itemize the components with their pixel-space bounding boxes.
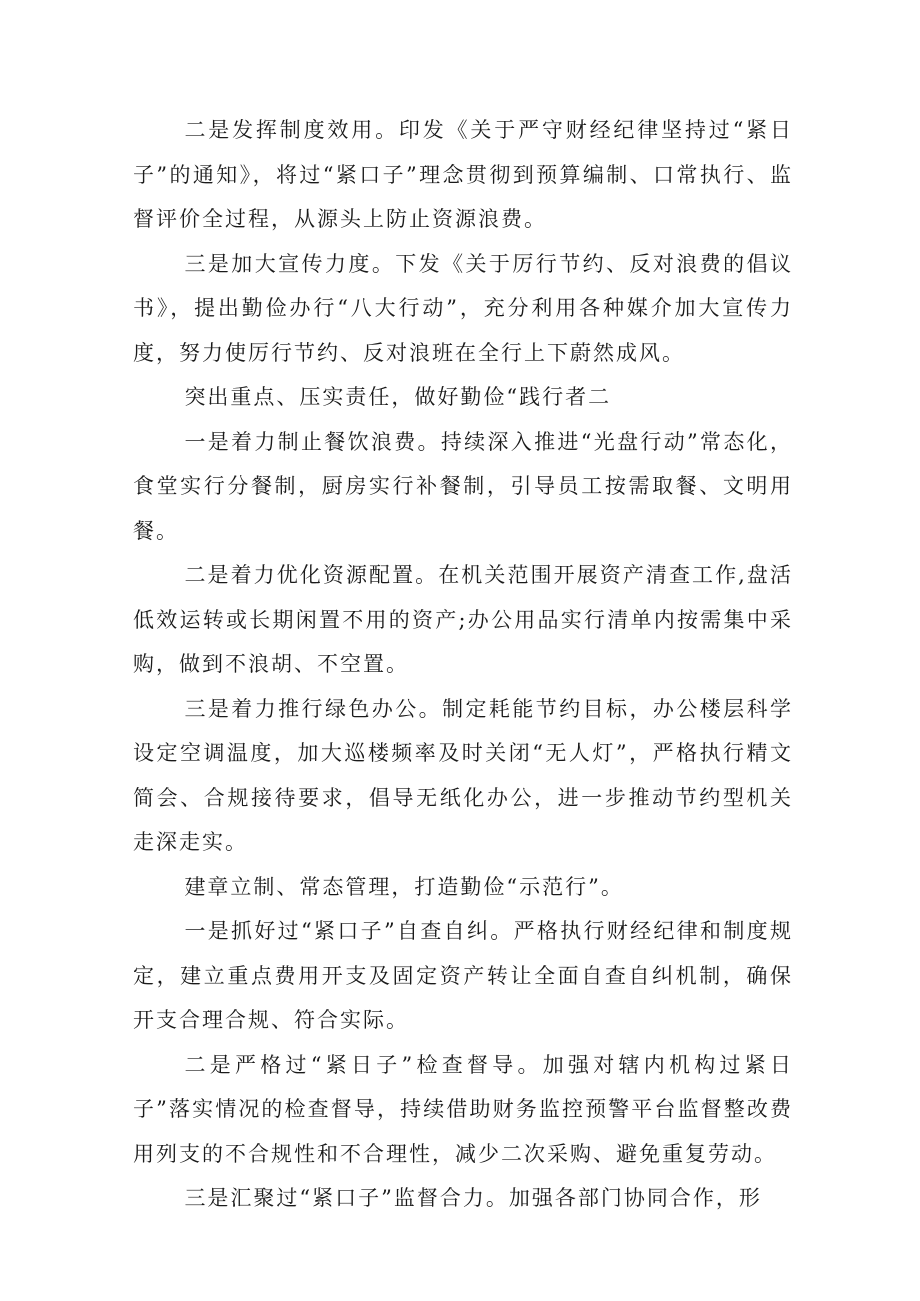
paragraph-food-waste: 一是着力制止餐饮浪费。持续深入推进“光盘行动”常态化，食堂实行分餐制，厨房实行补餐制，引导员工按需取餐、文明用餐。 <box>133 429 793 543</box>
paragraph-joint-supervision: 三是汇聚过“紧口子”监督合力。加强各部门协同合作，形 <box>184 1186 762 1210</box>
document-body <box>133 108 793 1221</box>
paragraph-institution-effect: 二是发挥制度效用。印发《关于严守财经纪律坚持过“紧日子”的通知》，将过“紧口子”理念贯彻到预算编制、口常执行、监督评价全过程，从源头上防止资源浪费。 <box>133 118 793 231</box>
section-heading-practitioner: 突出重点、压实责任，做好勤俭“践行者二 <box>184 385 612 409</box>
section-heading-model-bank: 建章立制、常态管理，打造勤俭“示范行”。 <box>184 874 624 899</box>
paragraph-publicity: 三是加大宣传力度。下发《关于厉行节约、反对浪费的倡议书》，提出勤俭办行“八大行动”，充分利用各种媒介加大宣传力度，努力使厉行节约、反对浪班在全行上下蔚然成风。 <box>133 251 793 365</box>
paragraph-green-office: 三是着力推行绿色办公。制定耗能节约目标，办公楼层科学设定空调温度，加大巡楼频率及时关闭“无人灯”，严格执行精文简会、合规接待要求，倡导无纸化办公，进一步推动节约型机关走深走实。 <box>133 696 793 854</box>
paragraph-resource-allocation: 二是着力优化资源配置。在机关范围开展资产清查工作,盘活低效运转或长期闲置不用的资产;办公用品实行清单内按需集中采购，做到不浪胡、不空置。 <box>133 563 793 676</box>
paragraph-self-inspection: 一是抓好过“紧口子”自查自纠。严格执行财经纪律和制度规定，建立重点费用开支及固定资产转让全面自查自纠机制，确保开支合理合规、符合实际。 <box>133 919 793 1032</box>
paragraph-supervision: 二是严格过“紧日子”检查督导。加强对辖内机构过紧日子”落实情况的检查督导，持续借助财务监控预警平台监督整改费用列支的不合规性和不合理性，减少二次采购、避免重复劳动。 <box>133 1052 793 1166</box>
